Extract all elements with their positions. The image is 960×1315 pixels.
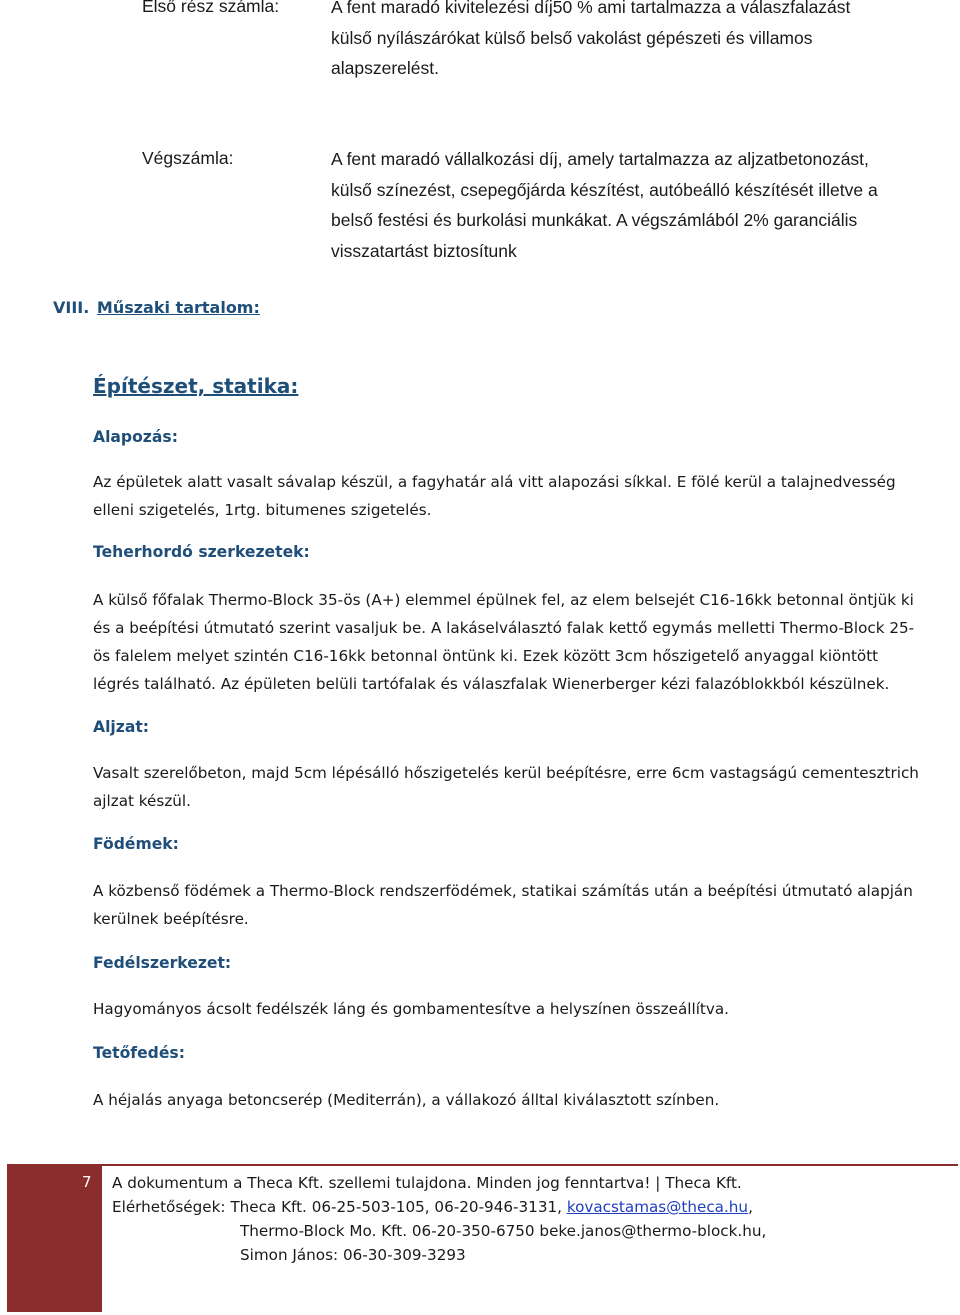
text-line: és a beépítési útmutató szerint vasaljuk be. A lakáselválasztó falak kettő egymás melletti Thermo-Block 25-	[93, 619, 915, 637]
block-text-fodemek	[93, 877, 955, 933]
subsection-heading: Építészet, statika:	[93, 374, 299, 398]
block-heading-tetofedes: Tetőfedés:	[93, 1044, 185, 1062]
payment-text	[331, 0, 931, 84]
text-line: külső nyílászárókat külső belső vakolást gépészeti és villamos	[331, 27, 813, 48]
text-line: visszatartást biztosítunk	[331, 240, 517, 261]
block-text-tetofedes	[93, 1086, 955, 1114]
section-heading	[53, 298, 260, 317]
text-line: légrés található. Az épületen belüli tartófalak és válaszfalak Wienerberger kézi falazóblokkból készülnek.	[93, 675, 890, 693]
text-line: kerülnek beépítésre.	[93, 910, 249, 928]
footer-contacts-suffix: ,	[748, 1198, 753, 1216]
block-heading-teherhordo: Teherhordó szerkezetek:	[93, 543, 310, 561]
footer-contacts-text: Elérhetőségek: Theca Kft. 06-25-503-105, 06-20-946-3131,	[112, 1198, 567, 1216]
section-title: Műszaki tartalom:	[96, 298, 260, 317]
text-line: A fent maradó vállalkozási díj, amely tartalmazza az aljzatbetonozást,	[331, 149, 869, 169]
text-line: Az épületek alatt vasalt sávalap készül, a fagyhatár alá vitt alapozási síkkal. E fölé kerül a talajnedvesség	[93, 473, 896, 491]
block-text-aljzat	[93, 759, 955, 815]
text-line: alapszerelést.	[331, 58, 439, 78]
footer-copyright: A dokumentum a Theca Kft. szellemi tulajdona. Minden jog fenntartva! | Theca Kft.	[112, 1174, 742, 1192]
text-line: A külső főfalak Thermo-Block 35-ös (A+) elemmel épülnek fel, az elem belsejét C16-16kk betonnal öntjük ki	[93, 591, 914, 609]
block-heading-fodemek: Födémek:	[93, 835, 179, 853]
email-link[interactable]: kovacstamas@theca.hu	[566, 1198, 749, 1216]
text-line: belső festési és burkolási munkákat. A végszámlából 2% garanciális	[331, 210, 858, 230]
block-heading-alapozas: Alapozás:	[93, 428, 178, 446]
payment-label: Első rész számla:	[142, 0, 280, 16]
text-line: Hagyományos ácsolt fedélszék láng és gombamentesítve a helyszínen összeállítva.	[93, 1000, 730, 1018]
text-line: Vasalt szerelőbeton, majd 5cm lépésálló hőszigetelés kerül beépítésre, erre 6cm vastagságú cementesztrich	[93, 764, 919, 782]
footer-contact-simon: Simon János: 06-30-309-3293	[240, 1246, 466, 1264]
block-text-teherhordo	[93, 586, 955, 698]
section-number: VIII.	[53, 298, 90, 317]
block-text-fedelszerkezet	[93, 995, 955, 1023]
page-number: 7	[82, 1173, 92, 1191]
text-line: A héjalás anyaga betoncserép (Mediterrán), a vállakozó álltal kiválasztott színben.	[93, 1091, 720, 1109]
text-line: A fent maradó kivitelezési díj50 % ami tartalmazza a válaszfalazást	[331, 0, 851, 17]
payment-text	[331, 144, 931, 266]
block-heading-fedelszerkezet: Fedélszerkezet:	[93, 954, 232, 972]
footer-divider	[102, 1164, 958, 1166]
text-line: külső színezést, csepegőjárda készítést, autóbeálló készítését illetve a	[331, 179, 878, 200]
payment-label: Végszámla:	[142, 148, 234, 168]
text-line: ös falelem melyet szintén C16-16kk betonnal öntünk ki. Ezek között 3cm hőszigetelő anyaggal kiöntött	[93, 647, 879, 665]
footer-contact-thermoblock: Thermo-Block Mo. Kft. 06-20-350-6750 beke.janos@thermo-block.hu,	[240, 1222, 767, 1240]
footer-contacts	[112, 1195, 753, 1219]
block-text-alapozas	[93, 468, 955, 524]
text-line: elleni szigetelés, 1rtg. bitumenes szigetelés.	[93, 501, 432, 519]
text-line: A közbenső födémek a Thermo-Block rendszerfödémek, statikai számítás után a beépítési útmutató alapján	[93, 882, 913, 900]
block-heading-aljzat: Aljzat:	[93, 718, 150, 736]
text-line: ajlzat készül.	[93, 792, 191, 810]
